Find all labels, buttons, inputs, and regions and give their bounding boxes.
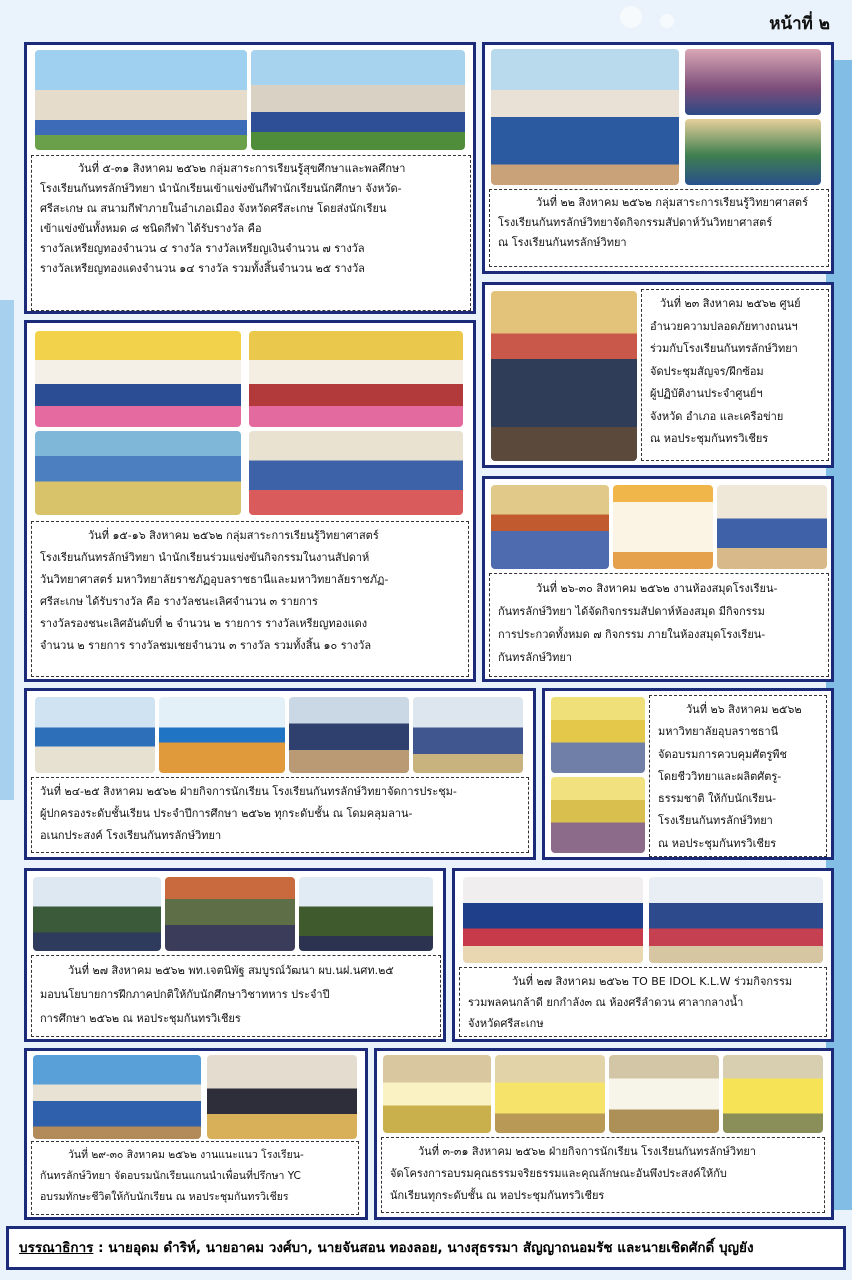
news-caption-parents-meeting bbox=[31, 777, 529, 853]
photo-science-contest-3 bbox=[35, 431, 241, 515]
news-panel-science-contest bbox=[24, 320, 476, 682]
editors-label: บรรณาธิการ bbox=[19, 1240, 94, 1256]
photo-ethics-2 bbox=[495, 1055, 605, 1133]
news-caption-library-week bbox=[489, 573, 829, 677]
photo-award-ceremony bbox=[251, 50, 465, 150]
photo-library-1 bbox=[491, 485, 609, 569]
photo-library-3 bbox=[717, 485, 827, 569]
caption-line: วันวิทยาศาสตร์ มหาวิทยาลัยราชภัฏอุบลราชธานีและมหาวิทยาลัยราชภัฏ- bbox=[40, 573, 389, 586]
caption-line: จังหวัดศรีสะเกษ bbox=[468, 1017, 544, 1030]
caption-line: ธรรมชาติ ให้กับนักเรียน- bbox=[658, 792, 777, 806]
photo-school-building bbox=[35, 50, 247, 150]
photo-to-be-idol-2 bbox=[649, 877, 823, 963]
caption-line: กันทรลักษ์วิทยา ได้จัดกิจกรรมสัปดาห์ห้องสมุด มีกิจกรรม bbox=[498, 605, 765, 618]
caption-line: โรงเรียนกันทรลักษ์วิทยา นำนักเรียนร่วมแข่งขันกิจกรรมในงานสัปดาห์ bbox=[40, 551, 370, 564]
news-panel-pest-control bbox=[542, 688, 834, 860]
caption-line: จังหวัด อำเภอ และเครือข่าย bbox=[650, 409, 784, 423]
background-bubble bbox=[660, 14, 674, 28]
photo-pest-control-2 bbox=[551, 777, 645, 853]
caption-line: นักเรียนทุกระดับชั้น ณ หอประชุมกันทรวิเชียร bbox=[390, 1189, 605, 1202]
photo-ethics-1 bbox=[383, 1055, 491, 1133]
photo-military-1 bbox=[33, 877, 161, 951]
caption-line: วันที่ ๒๖-๓๐ สิงหาคม ๒๕๖๒ งานห้องสมุดโรงเรียน- bbox=[536, 582, 778, 595]
photo-science-contest-2 bbox=[249, 331, 463, 427]
news-panel-road-safety bbox=[482, 282, 834, 468]
news-caption-yc-training bbox=[31, 1141, 359, 1215]
caption-line: กันทรลักษ์วิทยา bbox=[498, 651, 573, 664]
news-panel-parents-meeting bbox=[24, 688, 536, 860]
news-panel-library-week bbox=[482, 476, 834, 682]
background-stripe bbox=[0, 300, 14, 800]
caption-line: รางวัลเหรียญทองจำนวน ๔ รางวัล รางวัลเหรียญเงินจำนวน ๗ รางวัล bbox=[40, 242, 365, 255]
caption-line: อเนกประสงค์ โรงเรียนกันทรลักษ์วิทยา bbox=[40, 829, 222, 842]
news-caption-science-week bbox=[489, 189, 829, 267]
caption-line: วันที่ ๕-๓๑ สิงหาคม ๒๕๖๒ กลุ่มสาระการเรียนรู้สุขศึกษาและพลศึกษา bbox=[78, 162, 406, 175]
caption-line: วันที่ ๒๔-๒๕ สิงหาคม ๒๕๖๒ ฝ่ายกิจการนักเรียน โรงเรียนกันทรลักษ์วิทยาจัดการประชุม- bbox=[40, 785, 457, 798]
caption-line: จัดอบรมการควบคุมศัตรูพืช bbox=[658, 747, 787, 761]
photo-military-2 bbox=[165, 877, 295, 951]
photo-parents-meeting-2 bbox=[159, 697, 285, 773]
photo-yc-1 bbox=[33, 1055, 201, 1139]
news-caption-pest-control bbox=[649, 695, 827, 857]
caption-line: จัดโครงการอบรมคุณธรรมจริยธรรมและคุณลักษณะอันพึงประสงค์ให้กับ bbox=[390, 1167, 727, 1180]
caption-line: อำนวยความปลอดภัยทางถนนฯ bbox=[650, 319, 798, 333]
caption-line: วันที่ ๒๒ สิงหาคม ๒๕๖๒ กลุ่มสาระการเรียนรู้วิทยาศาสตร์ bbox=[536, 196, 808, 209]
photo-parents-meeting-3 bbox=[289, 697, 409, 773]
news-caption-to-be-idol bbox=[459, 967, 827, 1037]
news-panel-sports bbox=[24, 42, 476, 314]
news-panel-to-be-idol bbox=[452, 868, 834, 1042]
caption-line: ณ โรงเรียนกันทรลักษ์วิทยา bbox=[498, 236, 627, 249]
photo-science-week-3 bbox=[685, 119, 821, 185]
caption-line: รางวัลเหรียญทองแดงจำนวน ๑๔ รางวัล รวมทั้งสิ้นจำนวน ๒๕ รางวัล bbox=[40, 262, 365, 275]
photo-military-3 bbox=[299, 877, 433, 951]
photo-yc-2 bbox=[207, 1055, 357, 1139]
caption-line: วันที่ ๒๗ สิงหาคม ๒๕๖๒ พท.เจตนิพัฐ สมบูรณ์วัฒนา ผบ.นฝ.นศท.๒๕ bbox=[68, 964, 394, 977]
page-number: หน้าที่ ๒ bbox=[769, 14, 830, 34]
caption-line: วันที่ ๓-๓๑ สิงหาคม ๒๕๖๒ ฝ่ายกิจการนักเรียน โรงเรียนกันทรลักษ์วิทยา bbox=[418, 1145, 756, 1158]
caption-line: มอบนโยบายการฝึกภาคปกติให้กับนักศึกษาวิชาทหาร ประจำปี bbox=[40, 988, 330, 1001]
caption-line: วันที่ ๑๕-๑๖ สิงหาคม ๒๕๖๒ กลุ่มสาระการเรียนรู้วิทยาศาสตร์ bbox=[88, 529, 379, 542]
news-caption-sports bbox=[31, 155, 471, 311]
caption-line: เข้าแข่งขันทั้งหมด ๘ ชนิดกีฬา ได้รับรางวัล คือ bbox=[40, 222, 262, 235]
news-caption-science-contest bbox=[31, 521, 469, 677]
caption-line: การประกวดทั้งหมด ๗ กิจกรรม ภายในห้องสมุดโรงเรียน- bbox=[498, 628, 766, 641]
caption-line: โดยชีววิทยาและผลิตศัตรู- bbox=[658, 769, 782, 783]
photo-road-safety bbox=[491, 291, 637, 461]
caption-line: วันที่ ๒๙-๓๐ สิงหาคม ๒๕๖๒ งานแนะแนว โรงเรียน- bbox=[68, 1149, 304, 1161]
news-caption-military-training bbox=[31, 955, 441, 1037]
photo-to-be-idol-1 bbox=[463, 877, 643, 963]
caption-line: จำนวน ๒ รายการ รางวัลชมเชยจำนวน ๓ รางวัล รวมทั้งสิ้น ๑๐ รางวัล bbox=[40, 639, 372, 652]
caption-line: ศรีสะเกษ ได้รับรางวัล คือ รางวัลชนะเลิศจำนวน ๓ รายการ bbox=[40, 595, 318, 608]
editors-footer bbox=[6, 1226, 846, 1270]
caption-line: โรงเรียนกันทรลักษ์วิทยาจัดกิจกรรมสัปดาห์วันวิทยาศาสตร์ bbox=[498, 216, 773, 229]
caption-line: วันที่ ๒๖ สิงหาคม ๒๕๖๒ bbox=[686, 703, 802, 716]
photo-library-2 bbox=[613, 485, 713, 569]
caption-line: วันที่ ๒๓ สิงหาคม ๒๕๖๒ ศูนย์ bbox=[660, 297, 801, 310]
photo-parents-meeting-4 bbox=[413, 697, 523, 773]
caption-line: ผู้ปฏิบัติงานประจำศูนย์ฯ bbox=[650, 387, 763, 400]
editors-names: : นายอุดม ดำริห์, นายอาคม วงศ์บา, นายจันสอน ทองลอย, นางสุธรรมา สัญญาถนอมรัช และนายเชิดศักดิ์ บุญยัง bbox=[93, 1240, 754, 1256]
news-panel-science-week bbox=[482, 42, 834, 274]
photo-science-week-2 bbox=[685, 49, 821, 115]
news-panel-ethics-training bbox=[374, 1048, 834, 1220]
news-panel-yc-training bbox=[24, 1048, 368, 1220]
caption-line: ผู้ปกครองระดับชั้นเรียน ประจำปีการศึกษา ๒๕๖๒ ทุกระดับชั้น ณ โดมคลุมลาน- bbox=[40, 807, 413, 820]
photo-parents-meeting-1 bbox=[35, 697, 155, 773]
caption-line: กันทรลักษ์วิทยา จัดอบรมนักเรียนแกนนำเพื่อนที่ปรึกษา YC bbox=[40, 1170, 301, 1182]
caption-line: รางวัลรองชนะเลิศอันดับที่ ๒ จำนวน ๒ รายการ รางวัลเหรียญทองแดง bbox=[40, 617, 368, 630]
background-bubble bbox=[620, 6, 642, 28]
photo-ethics-4 bbox=[723, 1055, 823, 1133]
caption-line: การศึกษา ๒๕๖๒ ณ หอประชุมกันทรวิเชียร bbox=[40, 1012, 241, 1025]
caption-line: ณ หอประชุมกันทรวิเชียร bbox=[650, 432, 769, 445]
caption-line: อบรมทักษะชีวิตให้กับนักเรียน ณ หอประชุมกันทรวิเชียร bbox=[40, 1191, 289, 1203]
news-caption-road-safety bbox=[641, 289, 829, 461]
caption-line: ณ หอประชุมกันทรวิเชียร bbox=[658, 836, 777, 850]
news-caption-ethics-training bbox=[381, 1137, 825, 1213]
photo-ethics-3 bbox=[609, 1055, 719, 1133]
caption-line: รวมพลคนกล้าดี ยกกำลัง๓ ณ ห้องศรีลำดวน ศาลากลางน้ำ bbox=[468, 996, 744, 1009]
photo-science-contest-4 bbox=[249, 431, 463, 515]
photo-pest-control-1 bbox=[551, 697, 645, 773]
photo-science-contest-1 bbox=[35, 331, 241, 427]
caption-line: วันที่ ๒๗ สิงหาคม ๒๕๖๒ TO BE IDOL K.L.W ร่วมกิจกรรม bbox=[512, 975, 793, 988]
news-panel-military-training bbox=[24, 868, 446, 1042]
caption-line: โรงเรียนกันทรลักษ์วิทยา นำนักเรียนเข้าแข่งขันกีฬานักเรียนนักศึกษา จังหวัด- bbox=[40, 182, 402, 195]
caption-line: ศรีสะเกษ ณ สนามกีฬาภายในอำเภอเมือง จังหวัดศรีสะเกษ โดยส่งนักเรียน bbox=[40, 202, 387, 215]
caption-line: มหาวิทยาลัยอุบลราชธานี bbox=[658, 725, 779, 739]
caption-line: ร่วมกับโรงเรียนกันทรลักษ์วิทยา bbox=[650, 342, 798, 355]
caption-line: จัดประชุมสัญจร/ฝึกซ้อม bbox=[650, 364, 764, 378]
photo-science-week bbox=[491, 49, 679, 185]
caption-line: โรงเรียนกันทรลักษ์วิทยา bbox=[658, 814, 773, 828]
